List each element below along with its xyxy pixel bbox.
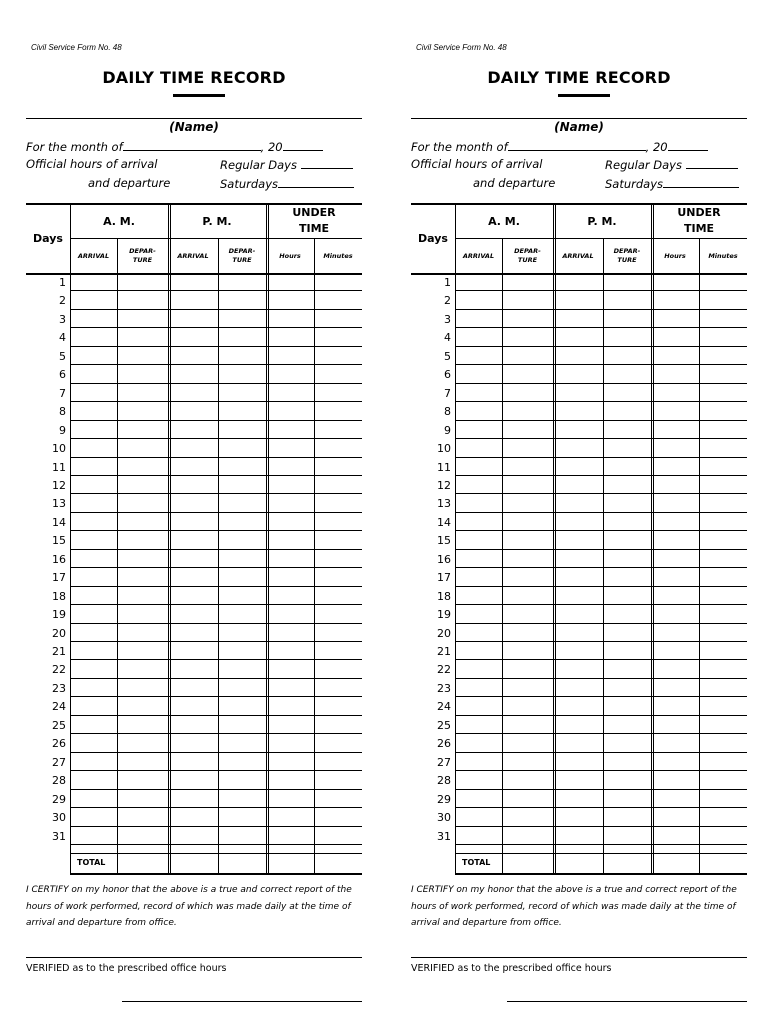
day-row-line[interactable] bbox=[455, 383, 747, 384]
day-number: 6 bbox=[444, 368, 451, 382]
day-number: 9 bbox=[444, 423, 451, 437]
form-number: Civil Service Form No. 48 bbox=[416, 43, 507, 52]
day-number: 18 bbox=[437, 589, 451, 603]
undertime-minutes-header: Minutes bbox=[323, 252, 353, 260]
day-row-line[interactable] bbox=[455, 327, 747, 328]
day-number: 23 bbox=[437, 681, 451, 695]
day-number: 23 bbox=[52, 681, 66, 695]
day-number: 11 bbox=[437, 460, 451, 474]
day-number: 1 bbox=[59, 276, 66, 289]
day-number: 25 bbox=[52, 718, 66, 732]
day-row-line[interactable] bbox=[70, 364, 362, 365]
day-row-line[interactable] bbox=[70, 807, 362, 808]
regular-days-field[interactable] bbox=[686, 157, 738, 169]
total-row-bottom bbox=[70, 873, 362, 875]
day-number: 22 bbox=[52, 663, 66, 677]
day-number: 13 bbox=[437, 497, 451, 511]
day-number: 12 bbox=[437, 478, 451, 492]
day-row-line[interactable] bbox=[455, 789, 747, 790]
table-top-border bbox=[26, 203, 362, 205]
dtr-form-right bbox=[411, 0, 747, 1024]
day-number: 26 bbox=[437, 737, 451, 751]
verified-line bbox=[26, 957, 362, 958]
undertime-hours-header: Hours bbox=[279, 252, 301, 260]
day-number: 29 bbox=[437, 792, 451, 806]
total-row-bottom bbox=[455, 873, 747, 875]
saturdays-row bbox=[605, 176, 739, 191]
day-number: 7 bbox=[444, 386, 451, 400]
undertime-column-divider bbox=[699, 238, 700, 873]
day-row-line[interactable] bbox=[70, 475, 362, 476]
day-row-line[interactable] bbox=[70, 733, 362, 734]
table-top-border bbox=[411, 203, 747, 205]
day-number: 30 bbox=[437, 811, 451, 825]
undertime-header-line2: TIME bbox=[683, 222, 715, 235]
form-title: DAILY TIME RECORD bbox=[487, 68, 671, 87]
day-row-line[interactable] bbox=[455, 346, 747, 347]
day-row-line[interactable] bbox=[70, 659, 362, 660]
day-number: 24 bbox=[52, 700, 66, 714]
month-row bbox=[26, 139, 323, 154]
day-number: 14 bbox=[437, 515, 451, 529]
undertime-header-line1: UNDER bbox=[292, 206, 336, 219]
day-row-line[interactable] bbox=[455, 364, 747, 365]
day-row-line[interactable] bbox=[455, 309, 747, 310]
regular-days-label: Regular Days bbox=[220, 158, 297, 172]
day-number: 27 bbox=[437, 755, 451, 769]
day-number: 3 bbox=[59, 312, 66, 326]
verified-statement: VERIFIED as to the prescribed office hours bbox=[26, 963, 227, 974]
day-row-line[interactable] bbox=[455, 752, 747, 753]
day-row-line[interactable] bbox=[455, 733, 747, 734]
and-departure-label: and departure bbox=[473, 176, 556, 190]
name-label: (Name) bbox=[169, 120, 219, 134]
day-number: 5 bbox=[59, 349, 66, 363]
name-label: (Name) bbox=[554, 120, 604, 134]
day-row-line[interactable] bbox=[455, 641, 747, 642]
month-label: For the month of bbox=[26, 140, 123, 154]
day-number: 4 bbox=[444, 331, 451, 345]
undertime-minutes-header: Minutes bbox=[708, 252, 738, 260]
pm-departure-header-line2: TURE bbox=[617, 256, 637, 264]
am-departure-header-line2: TURE bbox=[517, 256, 538, 264]
year-field[interactable] bbox=[668, 139, 708, 151]
day-number: 14 bbox=[52, 515, 66, 529]
days-header: Days bbox=[33, 232, 63, 245]
subheader-divider bbox=[70, 238, 362, 239]
am-pm-divider bbox=[168, 203, 171, 873]
day-row-line[interactable] bbox=[70, 604, 362, 605]
year-field[interactable] bbox=[283, 139, 323, 151]
day-row-line[interactable] bbox=[455, 493, 747, 494]
pm-departure-header-line2: TURE bbox=[232, 256, 252, 264]
day-row-line[interactable] bbox=[70, 327, 362, 328]
day-row-line[interactable] bbox=[455, 696, 747, 697]
year-label: , 20 bbox=[260, 140, 283, 154]
day-row-line[interactable] bbox=[455, 438, 747, 439]
day-number: 21 bbox=[437, 645, 451, 658]
day-row-line[interactable] bbox=[70, 752, 362, 753]
day-number: 19 bbox=[52, 608, 66, 622]
signature-line[interactable] bbox=[122, 1001, 362, 1002]
form-title: DAILY TIME RECORD bbox=[102, 68, 286, 87]
day-row-line[interactable] bbox=[455, 512, 747, 513]
day-number: 20 bbox=[437, 626, 451, 640]
day-number: 2 bbox=[59, 294, 66, 308]
day-number: 16 bbox=[52, 552, 66, 566]
day-row-line[interactable] bbox=[70, 844, 362, 845]
day-row-line[interactable] bbox=[455, 457, 747, 458]
total-label: TOTAL bbox=[462, 858, 491, 867]
day-row-line[interactable] bbox=[70, 696, 362, 697]
day-row-line[interactable] bbox=[455, 678, 747, 679]
official-hours-row bbox=[26, 157, 157, 171]
day-number: 8 bbox=[444, 405, 451, 419]
day-row-line[interactable] bbox=[70, 290, 362, 291]
day-row-line[interactable] bbox=[70, 401, 362, 402]
month-label: For the month of bbox=[411, 140, 508, 154]
days-header: Days bbox=[418, 232, 448, 245]
day-row-line[interactable] bbox=[455, 567, 747, 568]
day-row-line[interactable] bbox=[455, 586, 747, 587]
day-row-line[interactable] bbox=[70, 309, 362, 310]
header-bottom-border bbox=[26, 273, 362, 275]
am-header: A. M. bbox=[488, 215, 520, 228]
pm-column-divider bbox=[603, 238, 604, 873]
day-row-line[interactable] bbox=[70, 457, 362, 458]
time-record-table bbox=[26, 203, 362, 876]
day-row-line[interactable] bbox=[70, 383, 362, 384]
day-number: 21 bbox=[52, 645, 66, 658]
year-label: , 20 bbox=[645, 140, 668, 154]
pm-undertime-divider bbox=[651, 203, 654, 873]
am-column-divider bbox=[502, 238, 503, 873]
day-number: 3 bbox=[444, 312, 451, 326]
day-number: 16 bbox=[437, 552, 451, 566]
day-row-line[interactable] bbox=[455, 715, 747, 716]
signature-line[interactable] bbox=[507, 1001, 747, 1002]
day-row-line[interactable] bbox=[70, 512, 362, 513]
certify-statement: I CERTIFY on my honor that the above is a true and correct report of the hours of work performed, record of which was made daily at the time of arrival and departure from office. bbox=[26, 885, 352, 928]
day-number: 12 bbox=[52, 478, 66, 492]
day-number: 2 bbox=[444, 294, 451, 308]
day-row-line[interactable] bbox=[70, 789, 362, 790]
total-row-top bbox=[70, 853, 362, 854]
am-departure-header-line1: DEPAR- bbox=[129, 247, 156, 255]
saturdays-label: Saturdays bbox=[220, 177, 279, 191]
day-number: 13 bbox=[52, 497, 66, 511]
undertime-hours-header: Hours bbox=[664, 252, 686, 260]
day-number: 17 bbox=[437, 571, 451, 585]
day-number: 22 bbox=[437, 663, 451, 677]
official-hours-row bbox=[411, 157, 542, 171]
days-column-divider bbox=[70, 203, 71, 873]
day-number: 30 bbox=[52, 811, 66, 825]
day-number: 1 bbox=[444, 276, 451, 289]
name-line[interactable] bbox=[411, 118, 747, 119]
day-row-line[interactable] bbox=[455, 420, 747, 421]
day-row-line[interactable] bbox=[70, 678, 362, 679]
undertime-column-divider bbox=[314, 238, 315, 873]
day-number: 31 bbox=[437, 829, 451, 843]
day-number: 27 bbox=[52, 755, 66, 769]
verified-statement: VERIFIED as to the prescribed office hours bbox=[411, 963, 612, 974]
am-pm-divider bbox=[553, 203, 556, 873]
regular-days-row bbox=[220, 157, 353, 172]
day-number: 10 bbox=[52, 442, 66, 456]
time-record-table bbox=[411, 203, 747, 876]
day-number: 5 bbox=[444, 349, 451, 363]
day-row-line[interactable] bbox=[455, 826, 747, 827]
day-row-line[interactable] bbox=[455, 530, 747, 531]
day-row-line[interactable] bbox=[70, 770, 362, 771]
day-number: 6 bbox=[59, 368, 66, 382]
day-number: 15 bbox=[52, 534, 66, 548]
total-row-top bbox=[455, 853, 747, 854]
day-number: 26 bbox=[52, 737, 66, 751]
and-departure-label: and departure bbox=[88, 176, 171, 190]
day-number: 8 bbox=[59, 405, 66, 419]
month-field[interactable] bbox=[508, 139, 646, 151]
day-row-line[interactable] bbox=[70, 493, 362, 494]
undertime-header-line1: UNDER bbox=[677, 206, 721, 219]
day-number: 31 bbox=[52, 829, 66, 843]
pm-header: P. M. bbox=[587, 215, 617, 228]
day-number: 15 bbox=[437, 534, 451, 548]
saturdays-row bbox=[220, 176, 354, 191]
am-column-divider bbox=[117, 238, 118, 873]
day-row-line[interactable] bbox=[455, 807, 747, 808]
day-row-line[interactable] bbox=[70, 567, 362, 568]
official-hours-label: Official hours of arrival bbox=[411, 157, 543, 171]
day-number: 11 bbox=[52, 460, 66, 474]
day-row-line[interactable] bbox=[70, 623, 362, 624]
day-row-line[interactable] bbox=[455, 623, 747, 624]
day-number: 7 bbox=[59, 386, 66, 400]
day-number: 10 bbox=[437, 442, 451, 456]
day-row-line[interactable] bbox=[455, 659, 747, 660]
day-row-line[interactable] bbox=[455, 475, 747, 476]
name-line[interactable] bbox=[26, 118, 362, 119]
day-row-line[interactable] bbox=[455, 401, 747, 402]
day-number: 20 bbox=[52, 626, 66, 640]
saturdays-label: Saturdays bbox=[605, 177, 664, 191]
day-number: 29 bbox=[52, 792, 66, 806]
saturdays-field[interactable] bbox=[278, 176, 354, 188]
am-arrival-header: ARRIVAL bbox=[462, 252, 495, 260]
month-row bbox=[411, 139, 708, 154]
total-label: TOTAL bbox=[77, 858, 106, 867]
day-number: 28 bbox=[437, 774, 451, 788]
day-row-line[interactable] bbox=[70, 715, 362, 716]
day-row-line[interactable] bbox=[455, 770, 747, 771]
pm-arrival-header: ARRIVAL bbox=[562, 252, 594, 260]
regular-days-label: Regular Days bbox=[605, 158, 682, 172]
title-underline bbox=[173, 94, 225, 97]
day-number: 28 bbox=[52, 774, 66, 788]
pm-column-divider bbox=[218, 238, 219, 873]
day-row-line[interactable] bbox=[70, 438, 362, 439]
day-row-line[interactable] bbox=[70, 549, 362, 550]
header-bottom-border bbox=[411, 273, 747, 275]
regular-days-row bbox=[605, 157, 738, 172]
day-row-line[interactable] bbox=[455, 290, 747, 291]
day-row-line[interactable] bbox=[70, 641, 362, 642]
am-departure-header-line2: TURE bbox=[132, 256, 153, 264]
days-column-divider bbox=[455, 203, 456, 873]
pm-departure-header-line1: DEPAR- bbox=[228, 247, 256, 255]
pm-arrival-header: ARRIVAL bbox=[177, 252, 209, 260]
regular-days-field[interactable] bbox=[301, 157, 353, 169]
day-number: 17 bbox=[52, 571, 66, 585]
day-row-line[interactable] bbox=[70, 346, 362, 347]
undertime-header-line2: TIME bbox=[298, 222, 330, 235]
day-row-line[interactable] bbox=[70, 826, 362, 827]
day-number: 19 bbox=[437, 608, 451, 622]
day-row-line[interactable] bbox=[70, 420, 362, 421]
day-number: 18 bbox=[52, 589, 66, 603]
official-hours-label: Official hours of arrival bbox=[26, 157, 158, 171]
day-row-line[interactable] bbox=[455, 604, 747, 605]
saturdays-field[interactable] bbox=[663, 176, 739, 188]
day-row-line[interactable] bbox=[455, 549, 747, 550]
day-row-line[interactable] bbox=[455, 844, 747, 845]
am-departure-header-line1: DEPAR- bbox=[514, 247, 541, 255]
day-number: 9 bbox=[59, 423, 66, 437]
form-number: Civil Service Form No. 48 bbox=[31, 43, 122, 52]
pm-departure-header-line1: DEPAR- bbox=[613, 247, 641, 255]
dtr-form-left bbox=[26, 0, 362, 1024]
verified-line bbox=[411, 957, 747, 958]
pm-header: P. M. bbox=[202, 215, 232, 228]
day-number: 24 bbox=[437, 700, 451, 714]
title-underline bbox=[558, 94, 610, 97]
am-header: A. M. bbox=[103, 215, 135, 228]
subheader-divider bbox=[455, 238, 747, 239]
day-row-line[interactable] bbox=[70, 586, 362, 587]
day-number: 25 bbox=[437, 718, 451, 732]
am-arrival-header: ARRIVAL bbox=[77, 252, 110, 260]
day-number: 4 bbox=[59, 331, 66, 345]
certify-statement: I CERTIFY on my honor that the above is a true and correct report of the hours of work performed, record of which was made daily at the time of arrival and departure from office. bbox=[411, 885, 737, 928]
month-field[interactable] bbox=[123, 139, 261, 151]
day-row-line[interactable] bbox=[70, 530, 362, 531]
pm-undertime-divider bbox=[266, 203, 269, 873]
